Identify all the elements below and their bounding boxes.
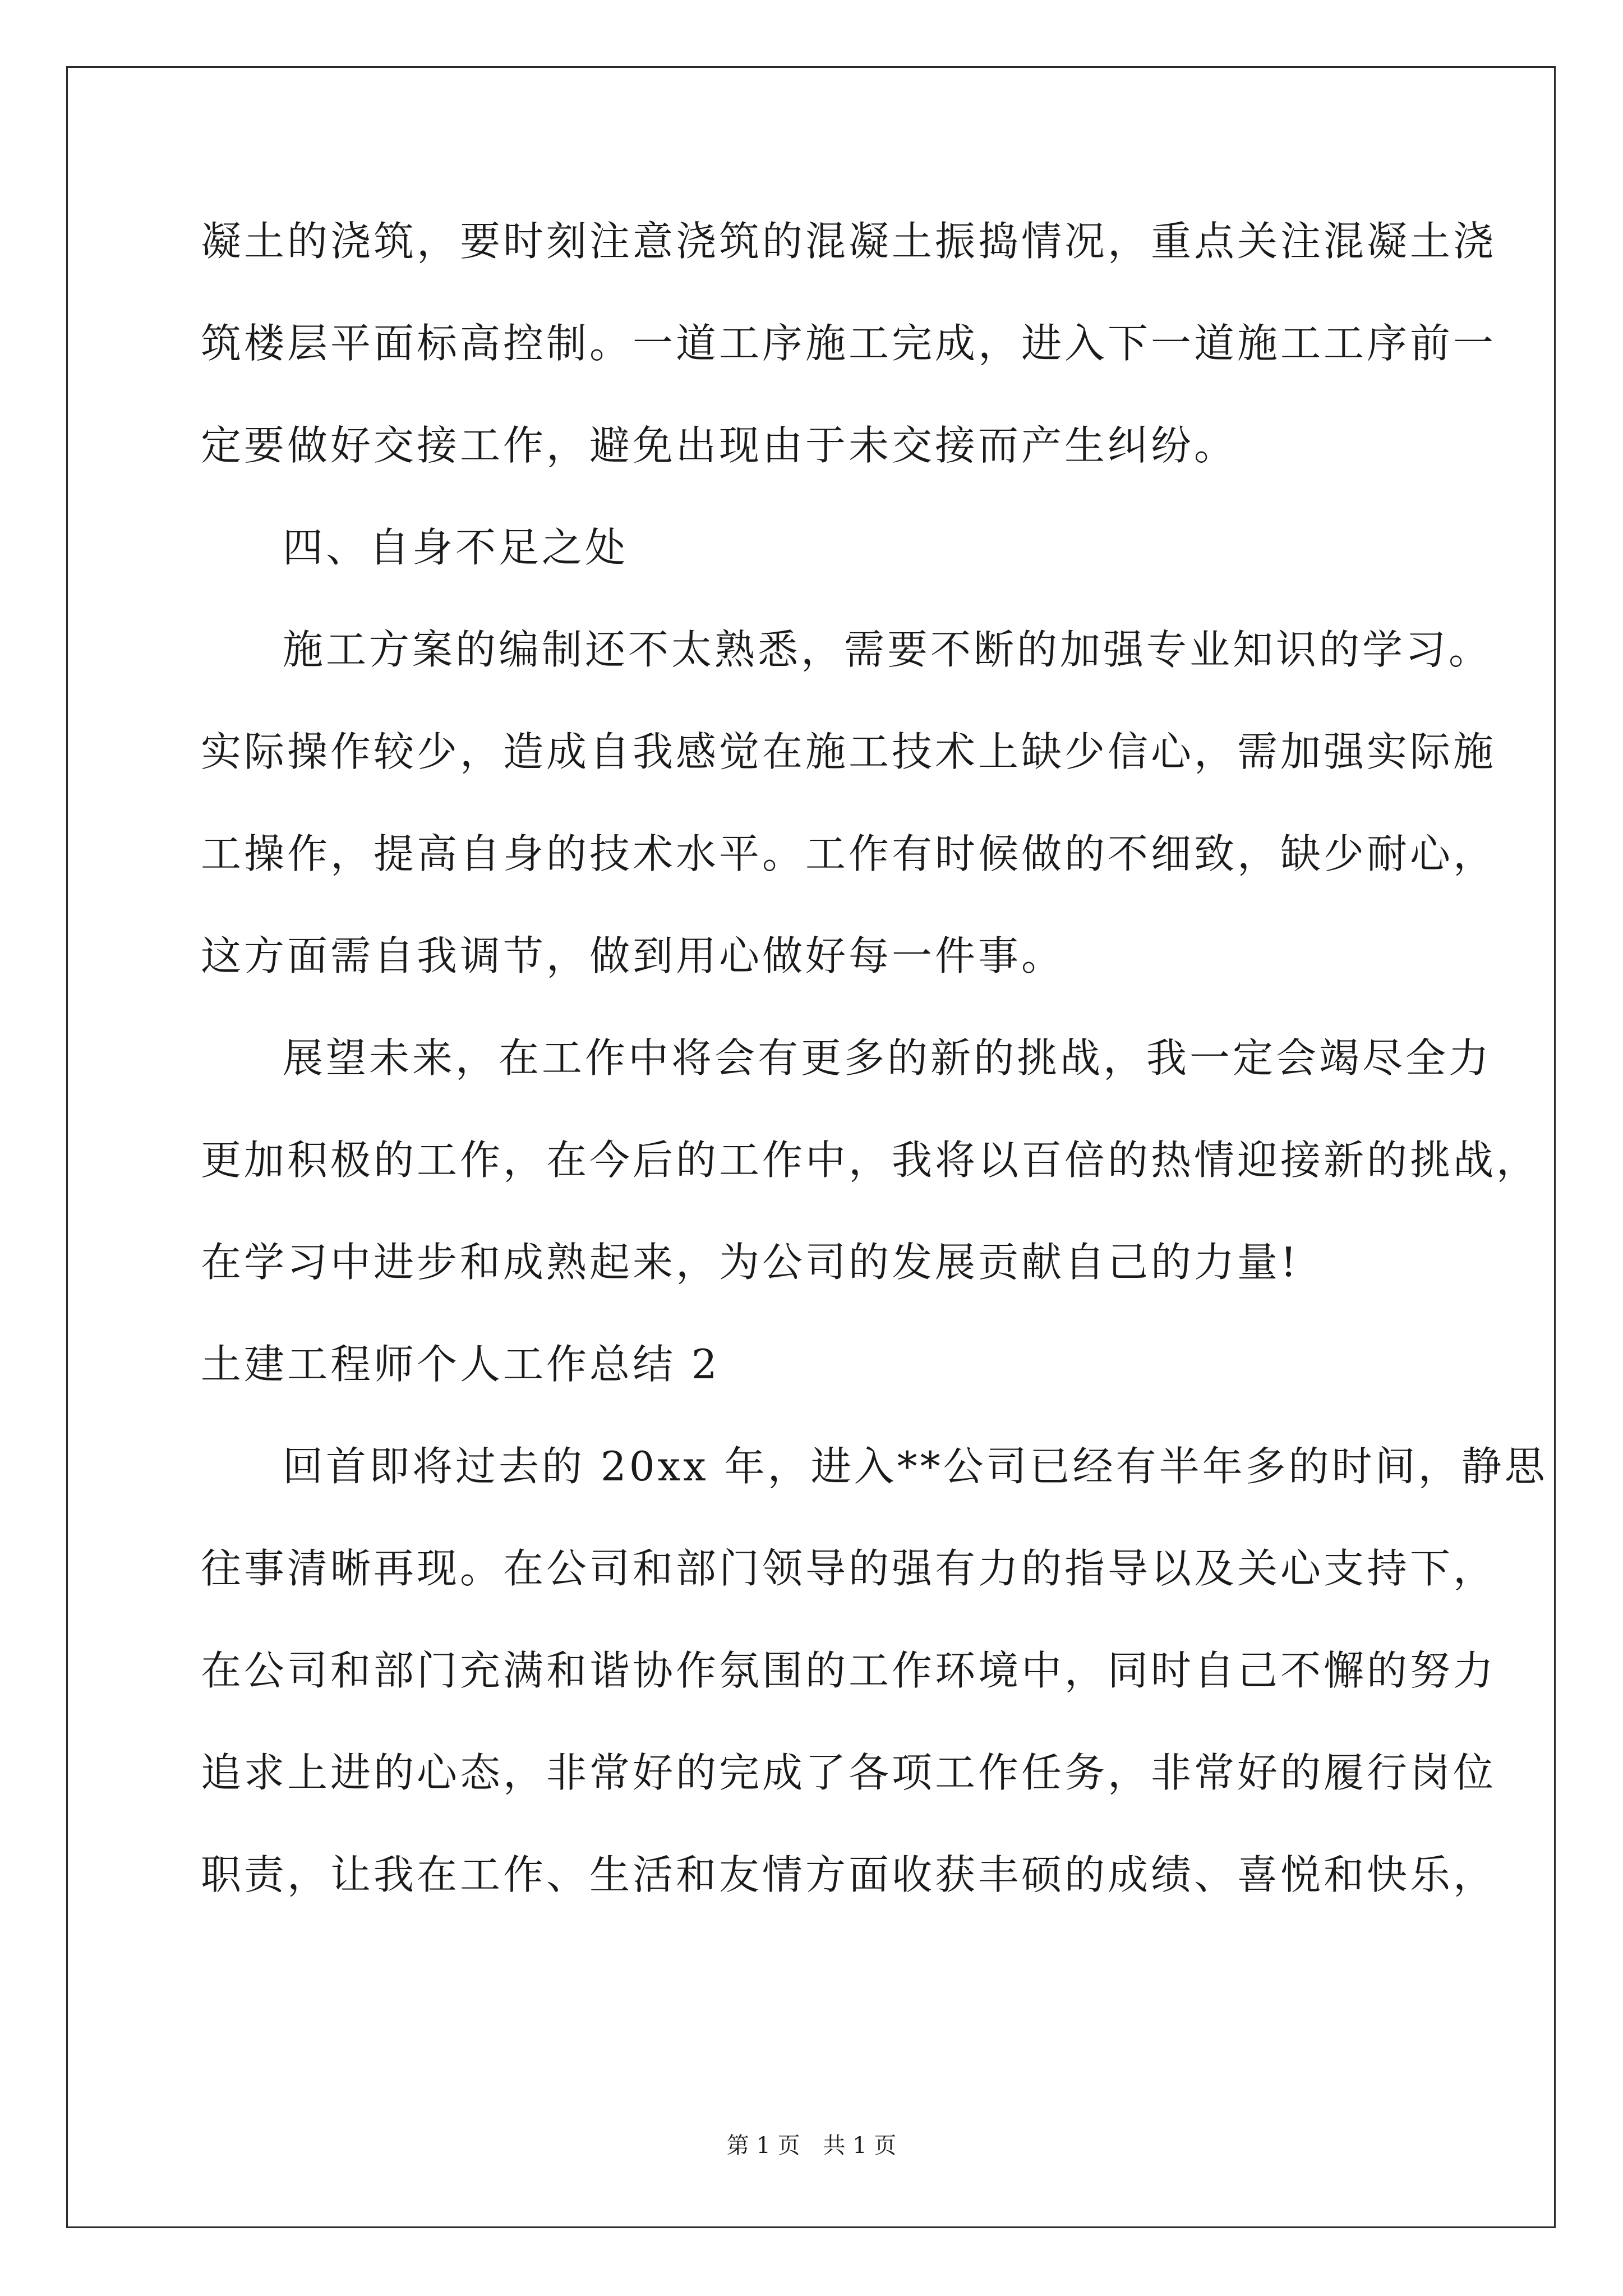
text-line: 这方面需自我调节，做到用心做好每一件事。: [201, 932, 1065, 979]
section-heading: 四、自身不足之处: [283, 524, 629, 571]
text-line: 筑楼层平面标高控制。一道工序施工完成，进入下一道施工工序前一: [201, 320, 1497, 367]
text-line: 追求上进的心态，非常好的完成了各项工作任务，非常好的履行岗位: [201, 1749, 1497, 1796]
text-line: 职责，让我在工作、生活和友情方面收获丰硕的成绩、喜悦和快乐，: [201, 1851, 1497, 1898]
text-line: 回首即将过去的 20xx 年，进入**公司已经有半年多的时间，静思: [283, 1443, 1548, 1490]
text-line: 实际操作较少，造成自我感觉在施工技术上缺少信心，需加强实际施: [201, 728, 1497, 775]
page-total: 共 1 页: [823, 2133, 897, 2159]
text-line: 往事清晰再现。在公司和部门领导的强有力的指导以及关心支持下，: [201, 1545, 1497, 1592]
document-subtitle: 土建工程师个人工作总结 2: [201, 1341, 720, 1388]
text-line: 定要做好交接工作，避免出现由于未交接而产生纠纷。: [201, 422, 1238, 469]
page-number: 第 1 页: [726, 2133, 800, 2159]
text-line: 工操作，提高自身的技术水平。工作有时候做的不细致，缺少耐心，: [201, 830, 1497, 877]
document-body: [201, 213, 1548, 1949]
text-line: 更加积极的工作，在今后的工作中，我将以百倍的热情迎接新的挑战，: [201, 1137, 1540, 1184]
text-line: 施工方案的编制还不太熟悉，需要不断的加强专业知识的学习。: [283, 626, 1492, 673]
text-line: 凝土的浇筑，要时刻注意浇筑的混凝土振捣情况，重点关注混凝土浇: [201, 218, 1497, 265]
page-footer: [0, 2132, 1623, 2160]
text-line: 在公司和部门充满和谐协作氛围的工作环境中，同时自己不懈的努力: [201, 1647, 1497, 1694]
text-line: 在学习中进步和成熟起来，为公司的发展贡献自己的力量!: [201, 1239, 1299, 1286]
text-line: 展望未来，在工作中将会有更多的新的挑战，我一定会竭尽全力: [283, 1034, 1492, 1082]
